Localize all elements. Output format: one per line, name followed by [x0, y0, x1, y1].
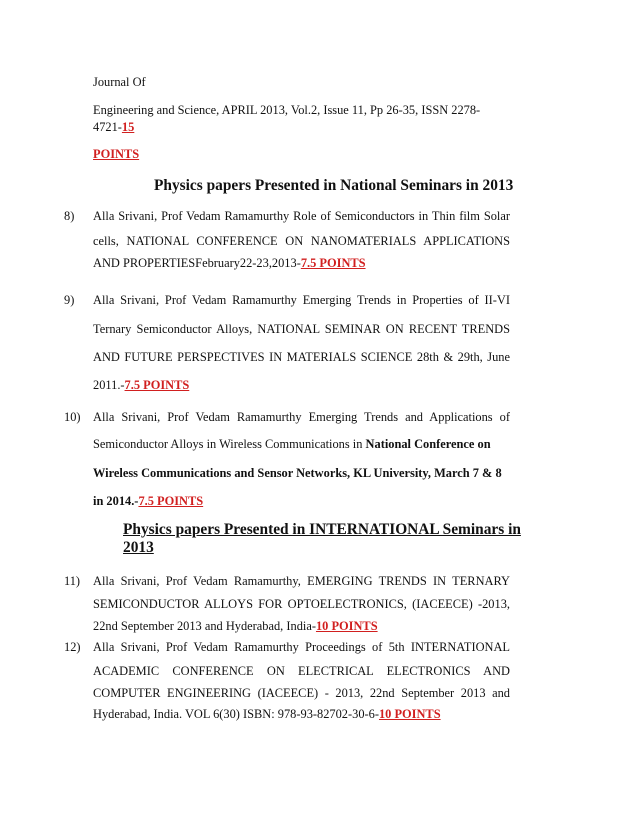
points-value: 10 POINTS	[315, 619, 378, 633]
journal-line: Journal Of	[93, 75, 146, 89]
item-last-line	[93, 378, 189, 393]
item-line: Alla Srivani, Prof Vedam Ramamurthy, EMERGING TRENDS IN TERNARY	[93, 574, 510, 588]
points-label: POINTS	[93, 147, 140, 161]
points-value: 10 POINTS	[378, 707, 441, 721]
item-line: Ternary Semiconductor Alloys, NATIONAL SEMINAR ON RECENT TRENDS	[93, 322, 510, 336]
item-number: 10)	[64, 410, 81, 424]
issn-text: 4721-	[93, 120, 122, 134]
item-line: Alla Srivani, Prof Vedam Ramamurthy Proceedings of 5th INTERNATIONAL	[93, 640, 510, 654]
item-text: 2011.-	[93, 378, 125, 392]
points-value: 15	[121, 120, 135, 134]
issn-line	[93, 120, 134, 135]
item-last-line	[93, 256, 366, 271]
item-number: 9)	[64, 293, 75, 307]
item-line: COMPUTER ENGINEERING (IACEECE) - 2013, 22nd September 2013 and	[93, 686, 510, 700]
points-value: 7.5 POINTS	[124, 378, 190, 392]
item-line	[93, 437, 491, 452]
item-text: Semiconductor Alloys in Wireless Communications in	[93, 437, 366, 451]
item-line: Alla Srivani, Prof Vedam Ramamurthy Emerging Trends in Properties of II-VI	[93, 293, 510, 307]
item-line: cells, NATIONAL CONFERENCE ON NANOMATERIALS APPLICATIONS	[93, 234, 510, 248]
international-seminars-heading-year: 2013	[123, 539, 154, 556]
conference-name-line: Wireless Communications and Sensor Networks, KL University, March 7 & 8	[93, 466, 502, 480]
points-value: 7.5 POINTS	[138, 494, 204, 508]
national-seminars-heading: Physics papers Presented in National Seminars in 2013	[154, 177, 514, 194]
item-line: Alla Srivani, Prof Vedam Ramamurthy Emerging Trends and Applications of	[93, 410, 510, 424]
item-number: 11)	[64, 574, 81, 588]
item-text: AND PROPERTIESFebruary22-23,2013-	[93, 256, 301, 270]
conference-year: in 2014.-	[93, 494, 139, 508]
item-text: 22nd September 2013 and Hyderabad, India-	[93, 619, 316, 633]
item-last-line	[93, 494, 203, 509]
item-line: ACADEMIC CONFERENCE ON ELECTRICAL ELECTRONICS AND	[93, 664, 510, 678]
item-number: 8)	[64, 209, 75, 223]
item-last-line	[93, 707, 441, 722]
conference-name: National Conference on	[365, 437, 491, 451]
item-line: SEMICONDUCTOR ALLOYS FOR OPTOELECTRONICS, (IACEECE) -2013,	[93, 597, 510, 611]
international-seminars-heading: Physics papers Presented in INTERNATIONAL Seminars in	[123, 521, 521, 538]
item-last-line	[93, 619, 378, 634]
points-value: 7.5 POINTS	[300, 256, 366, 270]
item-line: Alla Srivani, Prof Vedam Ramamurthy Role of Semiconductors in Thin film Solar	[93, 209, 510, 223]
item-number: 12)	[64, 640, 81, 654]
journal-details-line: Engineering and Science, APRIL 2013, Vol.2, Issue 11, Pp 26-35, ISSN 2278-	[93, 103, 481, 117]
item-text: Hyderabad, India. VOL 6(30) ISBN: 978-93-82702-30-6-	[93, 707, 379, 721]
item-line: AND FUTURE PERSPECTIVES IN MATERIALS SCIENCE 28th & 29th, June	[93, 350, 510, 364]
